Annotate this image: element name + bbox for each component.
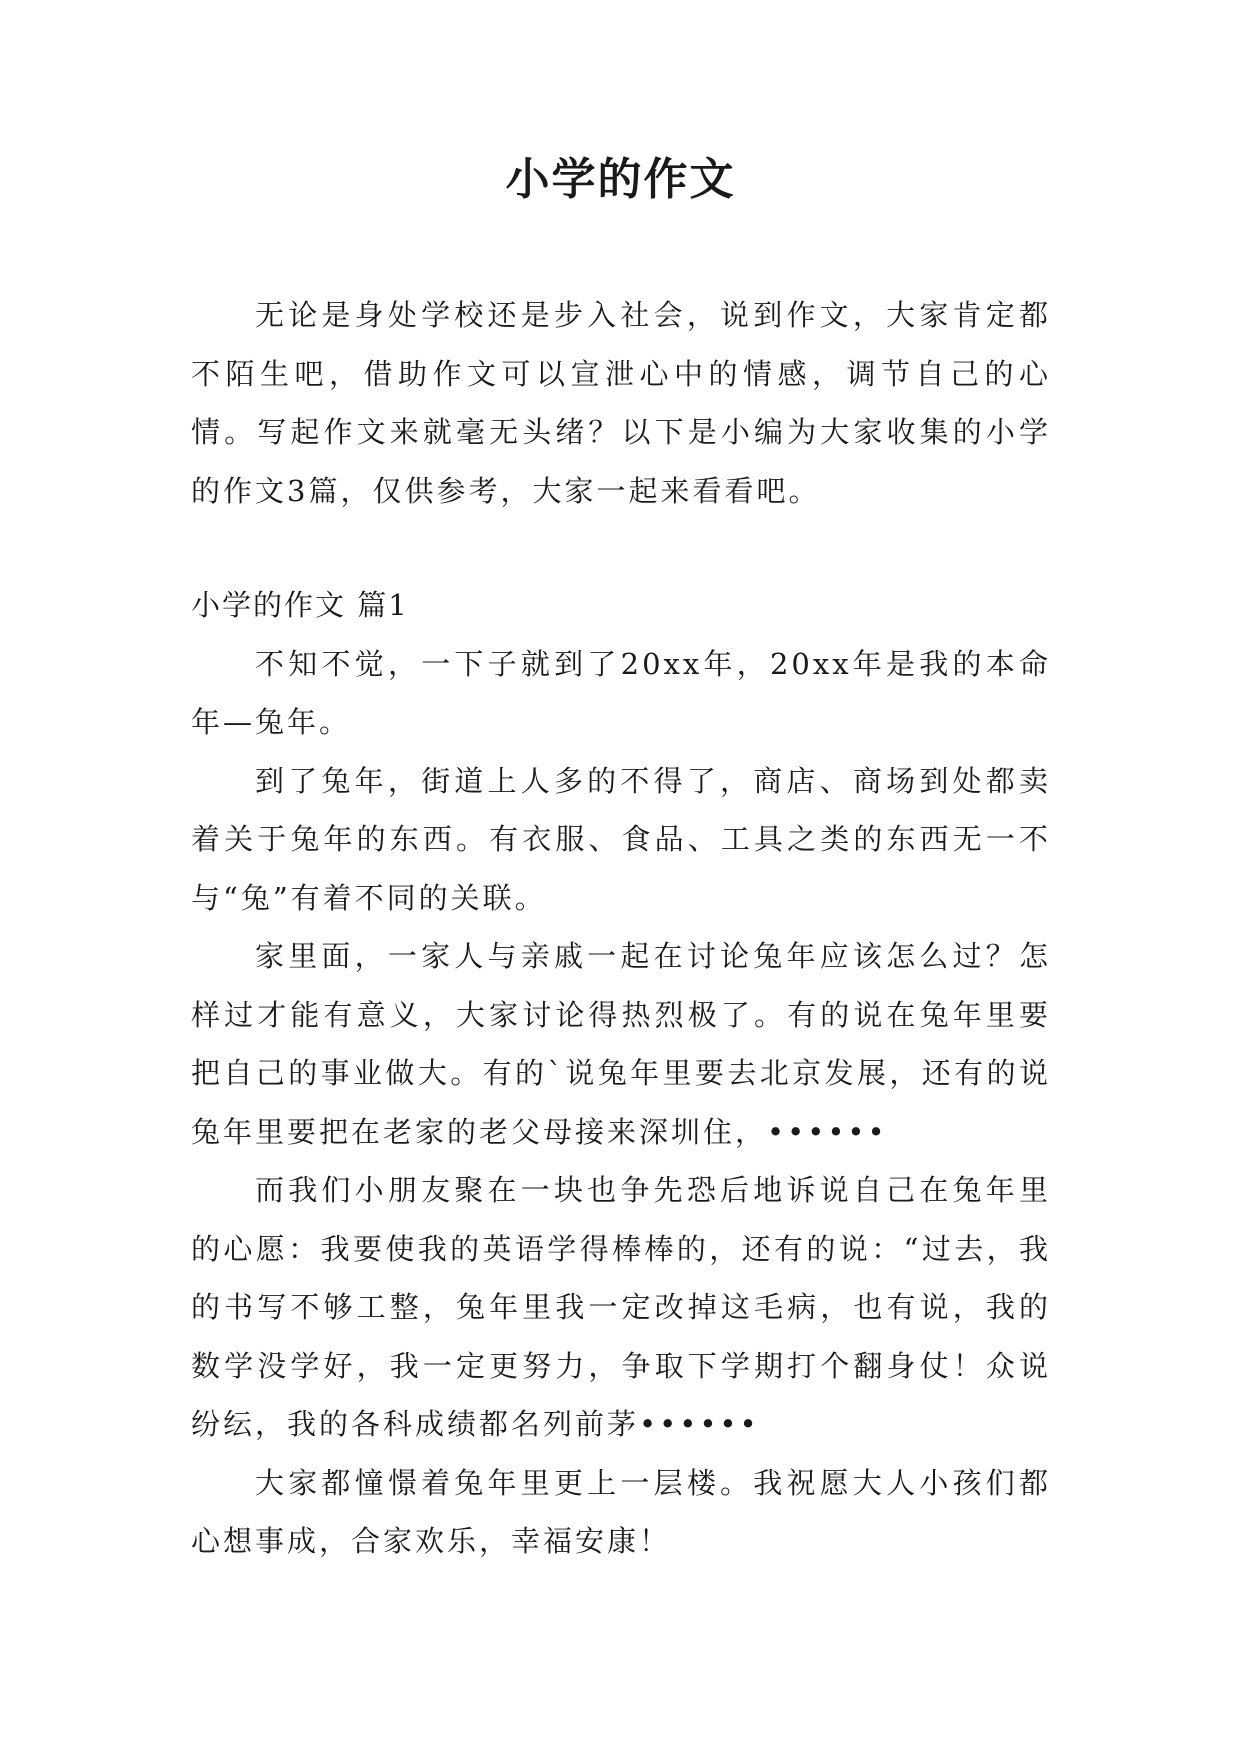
body-paragraph-4: 而我们小朋友聚在一块也争先恐后地诉说自己在兔年里的心愿：我要使我的英语学得棒棒的，还有的说：“过去，我的书写不够工整，兔年里我一定改掉这毛病，也有说，我的数学没学好，我一定更努力，争取下学期打个翻身仗！众说纷纭，我的各科成绩都名列前茅••••••	[191, 1173, 1051, 1441]
document-body	[191, 286, 1051, 1571]
body-paragraph-3: 家里面，一家人与亲戚一起在讨论兔年应该怎么过？怎样过才能有意义，大家讨论得热烈极了。有的说在兔年里要把自己的事业做大。有的`说兔年里要去北京发展，还有的说兔年里要把在老家的老父母接来深圳住，••••••	[191, 939, 1051, 1149]
section-heading: 小学的作文 篇1	[191, 588, 409, 622]
body-paragraph-1: 不知不觉，一下子就到了20xx年，20xx年是我的本命年—兔年。	[191, 646, 1051, 739]
document-title: 小学的作文	[505, 154, 736, 205]
body-paragraph-5: 大家都憧憬着兔年里更上一层楼。我祝愿大人小孩们都心想事成，合家欢乐，幸福安康！	[191, 1465, 1051, 1558]
body-paragraph-2: 到了兔年，街道上人多的不得了，商店、商场到处都卖着关于兔年的东西。有衣服、食品、工具之类的东西无一不与“兔”有着不同的关联。	[191, 763, 1051, 915]
intro-paragraph: 无论是身处学校还是步入社会，说到作文，大家肯定都不陌生吧，借助作文可以宣泄心中的情感，调节自己的心情。写起作文来就毫无头绪？以下是小编为大家收集的小学的作文3篇，仅供参考，大家一起来看看吧。	[191, 298, 1051, 508]
